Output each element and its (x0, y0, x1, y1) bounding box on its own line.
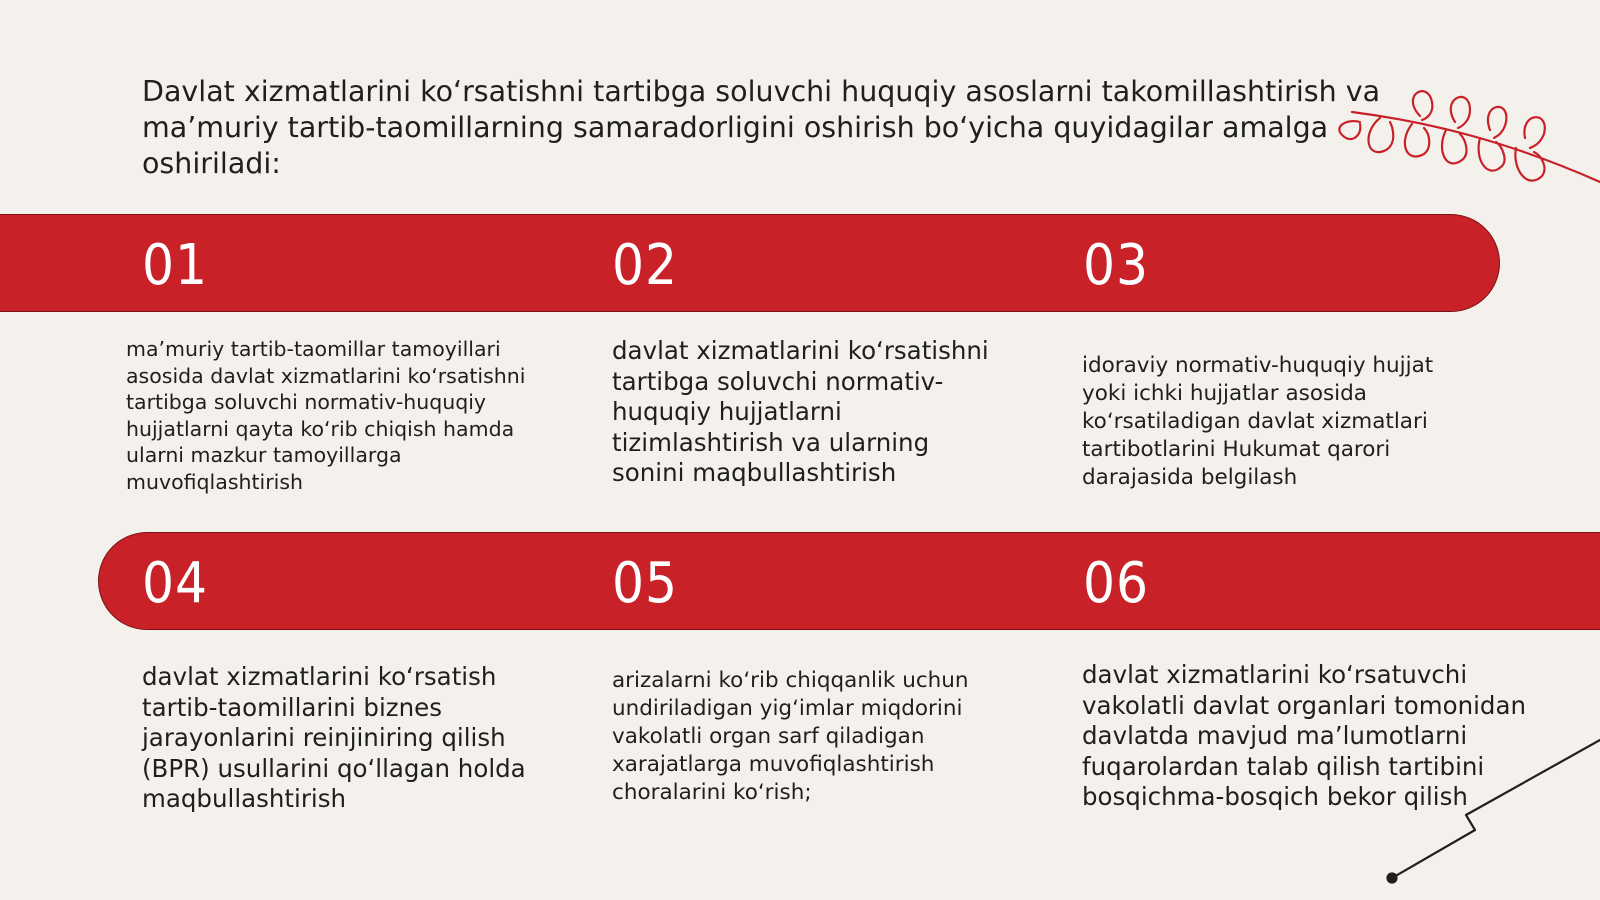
item-number-05: 05 (612, 551, 679, 616)
item-number-01: 01 (142, 233, 209, 298)
item-text-04: davlat xizmatlarini ko‘rsatish tartib-taomillarini biznes jarayonlarini reinjiniring qilish (BPR) usullarini qo‘llagan holda maqbullashtirish (142, 662, 526, 814)
item-text-02: davlat xizmatlarini ko‘rsatishni tartibga soluvchi normativ-huquqiy hujjatlarni tizimlashtirish va ularning sonini maqbullashtirish (612, 336, 989, 488)
intro-heading: Davlat xizmatlarini ko‘rsatishni tartibga soluvchi huquqiy asoslarni takomillashtirish va ma’muriy tartib-taomillarning samaradorligini oshirish bo‘yicha quyidagilar amalga oshiriladi: (142, 75, 1381, 180)
item-number-03: 03 (1083, 233, 1150, 298)
item-number-06: 06 (1083, 551, 1150, 616)
item-text-01: ma’muriy tartib-taomillar tamoyillari asosida davlat xizmatlarini ko‘rsatishni tartibga soluvchi normativ-huquqiy hujjatlarni qayta ko‘rib chiqish hamda ularni mazkur tamoyillarga muvofiqlashtirish (126, 337, 526, 494)
item-number-04: 04 (142, 551, 209, 616)
item-text-05: arizalarni ko‘rib chiqqanlik uchun undiriladigan yig‘imlar miqdorini vakolatli organ sarf qiladigan xarajatlarga muvofiqlashtirish choralarini ko‘rish; (612, 668, 969, 805)
item-number-02: 02 (612, 233, 679, 298)
red-band-top (0, 214, 1500, 312)
item-text-06: davlat xizmatlarini ko‘rsatuvchi vakolatli davlat organlari tomonidan davlatda mavjud ma’lumotlarni fuqarolardan talab qilish tartibini bosqichma-bosqich bekor qilish (1082, 660, 1527, 812)
item-text-03: idoraviy normativ-huquqiy hujjat yoki ichki hujjatlar asosida ko‘rsatiladigan davlat xizmatlari tartibotlarini Hukumat qarori darajasida belgilash (1082, 353, 1434, 490)
red-band-bottom (98, 532, 1600, 630)
